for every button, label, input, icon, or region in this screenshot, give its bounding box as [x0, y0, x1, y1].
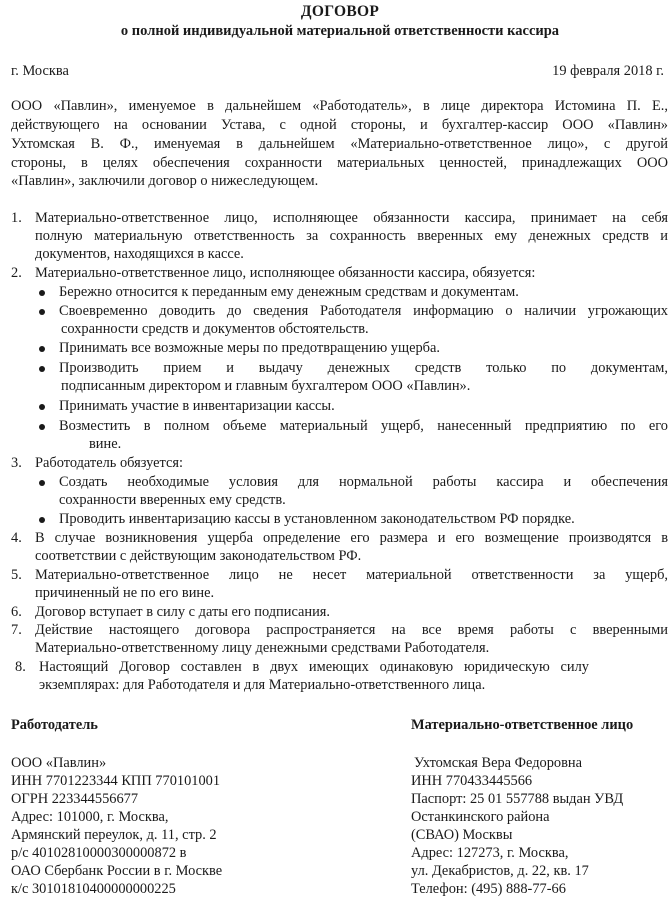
clause-line: В случае возникновения ущерба определение его размера и его возмещение производятся в: [35, 530, 668, 546]
employer-line: Армянский переулок, д. 11, стр. 2: [11, 827, 217, 843]
bullet-line: Принимать участие в инвентаризации кассы.: [59, 398, 335, 414]
bullet-dot: [39, 290, 45, 296]
employer-heading: Работодатель: [11, 717, 98, 733]
document-title: ДОГОВОР: [300, 3, 380, 20]
bullet-line: Своевременно доводить до сведения Работодателя информацию о наличии угрожающих: [59, 303, 668, 319]
preamble-line: стороны, в целях обеспечения сохранности материальных ценностей, принадлежащих ООО: [11, 155, 668, 171]
clause-line: Материально-ответственное лицо не несет материальной ответственности за ущерб,: [35, 567, 668, 583]
clause-number: 4.: [11, 530, 22, 546]
clause-line: Работодатель обязуется:: [35, 455, 183, 471]
clause-number: 1.: [11, 210, 22, 226]
clause-line: Настоящий Договор составлен в двух имеющих одинаковую юридическую силу: [39, 659, 589, 675]
clause-line: Материально-ответственное лицо, исполняющее обязанности кассира, принимает на себя: [35, 210, 668, 226]
employee-line: Паспорт: 25 01 557788 выдан УВД: [411, 791, 624, 807]
preamble-line: действующего на основании Устава, с одной стороны, и бухгалтер-кассир ООО «Павлин»: [11, 117, 668, 133]
employer-line: р/с 40102810000300000872 в: [11, 845, 187, 861]
employee-line: ИНН 770433445566: [411, 773, 533, 789]
employer-line: ОАО Сбербанк России в г. Москве: [11, 863, 223, 879]
contract-date: 19 февраля 2018 г.: [552, 63, 664, 79]
bullet-line: Создать необходимые условия для нормальной работы кассира и обеспечения: [59, 474, 668, 490]
clause-line: Материально-ответственному лицу денежными средствами Работодателя.: [35, 640, 490, 656]
employer-line: ООО «Павлин»: [11, 755, 107, 771]
employee-line: Ухтомская Вера Федоровна: [414, 755, 582, 771]
employee-line: (СВАО) Москвы: [411, 827, 513, 843]
clause-line: соответствии с действующим законодательством РФ.: [35, 548, 362, 564]
clause-line: Договор вступает в силу с даты его подписания.: [35, 604, 331, 620]
clause-number: 6.: [11, 604, 22, 620]
employer-line: Адрес: 101000, г. Москва,: [11, 809, 169, 825]
contract-city: г. Москва: [11, 63, 69, 79]
bullet-line: Возместить в полном объеме материальный ущерб, нанесенный предприятию по его: [59, 418, 668, 434]
employer-line: к/с 30101810400000000225: [11, 881, 176, 897]
bullet-line: Принимать все возможные меры по предотвращению ущерба.: [59, 340, 440, 356]
clause-line: Материально-ответственное лицо, исполняющее обязанности кассира, обязуется:: [35, 265, 536, 281]
bullet-dot: [39, 480, 45, 486]
bullet-line: Проводить инвентаризацию кассы в установленном законодательством РФ порядке.: [59, 511, 575, 527]
clause-line: Действие настоящего договора распространяется на все время работы с вверенными: [35, 622, 668, 638]
bullet-dot: [39, 309, 45, 315]
preamble-line: Ухтомская В. Ф., именуемая в дальнейшем «Материально-ответственное лицо», с другой: [11, 136, 668, 152]
bullet-dot: [39, 517, 45, 523]
employee-line: Останкинского района: [411, 809, 550, 825]
clause-number: 2.: [11, 265, 22, 281]
employer-line: ИНН 7701223344 КПП 770101001: [11, 773, 221, 789]
bullet-dot: [39, 366, 45, 372]
employee-line: Телефон: (495) 888-77-66: [411, 881, 566, 897]
document-subtitle: о полной индивидуальной материальной ответственности кассира: [120, 23, 560, 39]
employer-line: ОГРН 223344556677: [11, 791, 139, 807]
bullet-line: Производить прием и выдачу денежных средств только по документам,: [59, 360, 668, 376]
bullet-dot: [39, 346, 45, 352]
clause-number: 7.: [11, 622, 22, 638]
clause-number: 8.: [15, 659, 26, 675]
clause-line: экземплярах: для Работодателя и для Материально-ответственного лица.: [39, 677, 486, 693]
bullet-line: сохранности средств и документов обстоятельств.: [61, 321, 369, 337]
clause-line: документов, находящихся в кассе.: [35, 246, 244, 262]
employee-line: ул. Декабристов, д. 22, кв. 17: [411, 863, 589, 879]
preamble-line: «Павлин», заключили договор о нижеследующем.: [11, 173, 319, 189]
employee-heading: Материально-ответственное лицо: [411, 717, 634, 733]
clause-number: 5.: [11, 567, 22, 583]
bullet-dot: [39, 424, 45, 430]
bullet-line: Бережно относится к переданным ему денежным средствам и документам.: [59, 284, 519, 300]
bullet-line: вине.: [89, 436, 122, 452]
clause-line: полную материальную ответственность за сохранность вверенных ему денежных средств и: [35, 228, 668, 244]
bullet-line: сохранности вверенных ему средств.: [59, 492, 286, 508]
preamble-line: ООО «Павлин», именуемое в дальнейшем «Работодатель», в лице директора Истомина П. Е.,: [11, 98, 668, 114]
clause-line: причиненный не по его вине.: [35, 585, 215, 601]
bullet-dot: [39, 404, 45, 410]
bullet-line: подписанным директором и главным бухгалтером ООО «Павлин».: [61, 378, 471, 394]
clause-number: 3.: [11, 455, 22, 471]
employee-line: Адрес: 127273, г. Москва,: [411, 845, 569, 861]
